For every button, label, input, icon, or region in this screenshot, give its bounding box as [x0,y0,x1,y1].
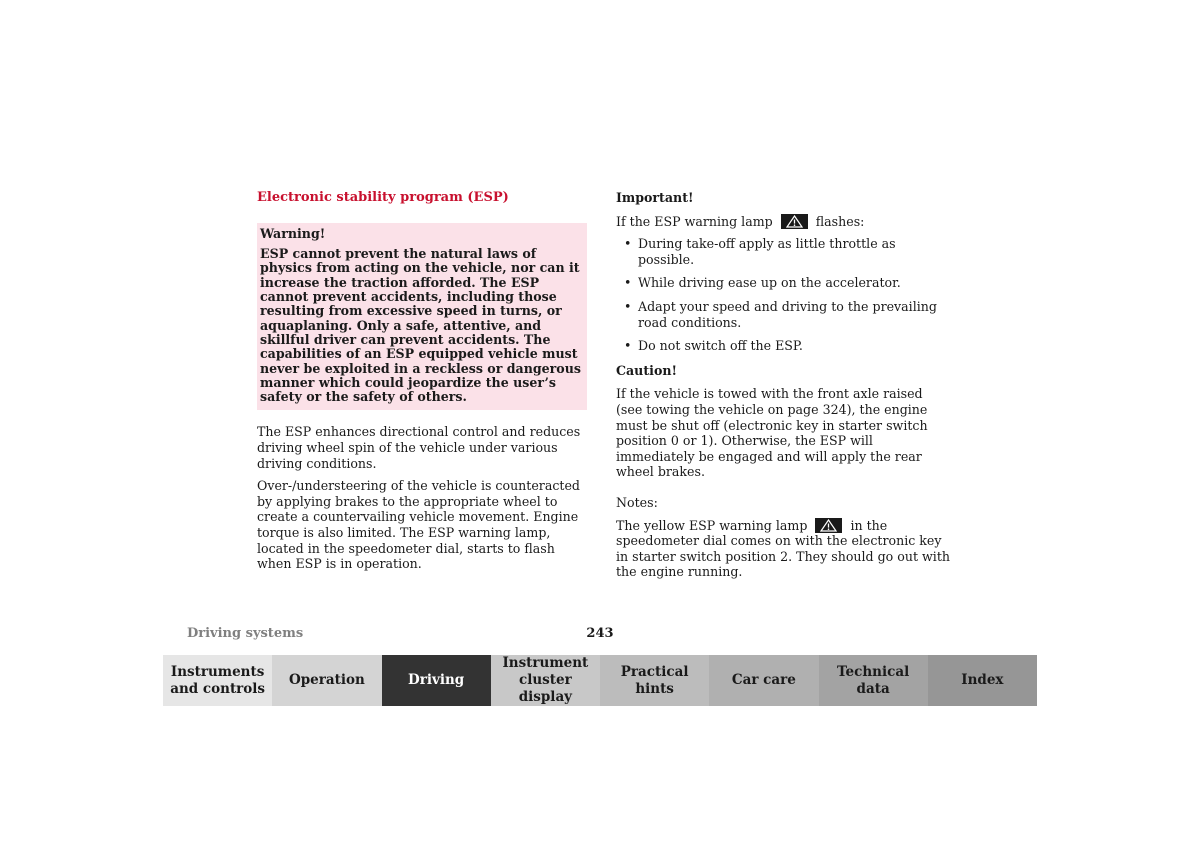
lamp-line-after: flashes: [815,213,865,229]
tab-instrument-cluster-display[interactable]: Instrument cluster display [491,655,600,706]
tab-instruments-and-controls[interactable]: Instruments and controls [163,655,272,706]
list-item: • During take-off apply as little throttle as possible. [616,236,951,267]
important-title: Important! [616,190,694,205]
notes-after: in the speedometer dial comes on with the electronic key in starter switch position 2. They should go out with the engine running. [616,517,950,580]
paragraph-esp-overview: The ESP enhances directional control and reduces driving wheel spin of the vehicle under various driving conditions. [257,424,581,471]
paragraph-esp-operation: Over-/understeering of the vehicle is counteracted by applying brakes to the appropriate wheel to create a countervailing vehicle movement. Engine torque is also limited. The ESP warning lamp, located in the speedometer dial, starts to flash when ESP is in operation. [257,478,580,572]
caution-title: Caution! [616,362,678,378]
important-bullet-list [616,236,951,354]
footer-section-title: Driving systems [187,626,304,641]
lamp-flash-line [616,214,951,230]
chapter-navigation-bar [163,655,1037,706]
warning-title: Warning! [260,225,326,241]
list-item: • While driving ease up on the accelerator. [616,275,951,291]
warning-triangle-icon [781,214,808,229]
tab-technical-data[interactable]: Technical data [819,655,928,706]
tab-practical-hints[interactable]: Practical hints [600,655,709,706]
warning-box [257,223,587,411]
warning-triangle-icon [815,518,842,533]
tab-driving[interactable]: Driving [382,655,491,706]
notes-before: The yellow ESP warning lamp [616,517,808,533]
list-item: • Adapt your speed and driving to the prevailing road conditions. [616,299,951,330]
notes-text [616,518,951,580]
tab-operation[interactable]: Operation [272,655,381,706]
tab-index[interactable]: Index [928,655,1037,706]
lamp-line-before: If the ESP warning lamp [616,213,773,229]
page-number: 243 [586,626,614,641]
right-column [616,190,951,587]
left-column [257,190,587,579]
caution-text: If the vehicle is towed with the front axle raised (see towing the vehicle on page 324), the engine must be shut off (electronic key in starter switch position 0 or 1). Otherwise, the ESP will immediately be engaged and will apply the rear wheel brakes. [616,386,928,480]
list-item: • Do not switch off the ESP. [616,338,951,354]
notes-title: Notes: [616,494,658,510]
warning-body: ESP cannot prevent the natural laws of physics from acting on the vehicle, nor can it increase the traction afforded. The ESP cannot prevent accidents, including those resulting from excessive speed in turns, or aquaplaning. Only a safe, attentive, and skillful driver can prevent accidents. The capabilities of an ESP equipped vehicle must never be exploited in a reckless or dangerous manner which could jeopardize the user’s safety or the safety of others. [260,246,581,405]
tab-car-care[interactable]: Car care [709,655,818,706]
section-title: Electronic stability program (ESP) [257,190,509,205]
